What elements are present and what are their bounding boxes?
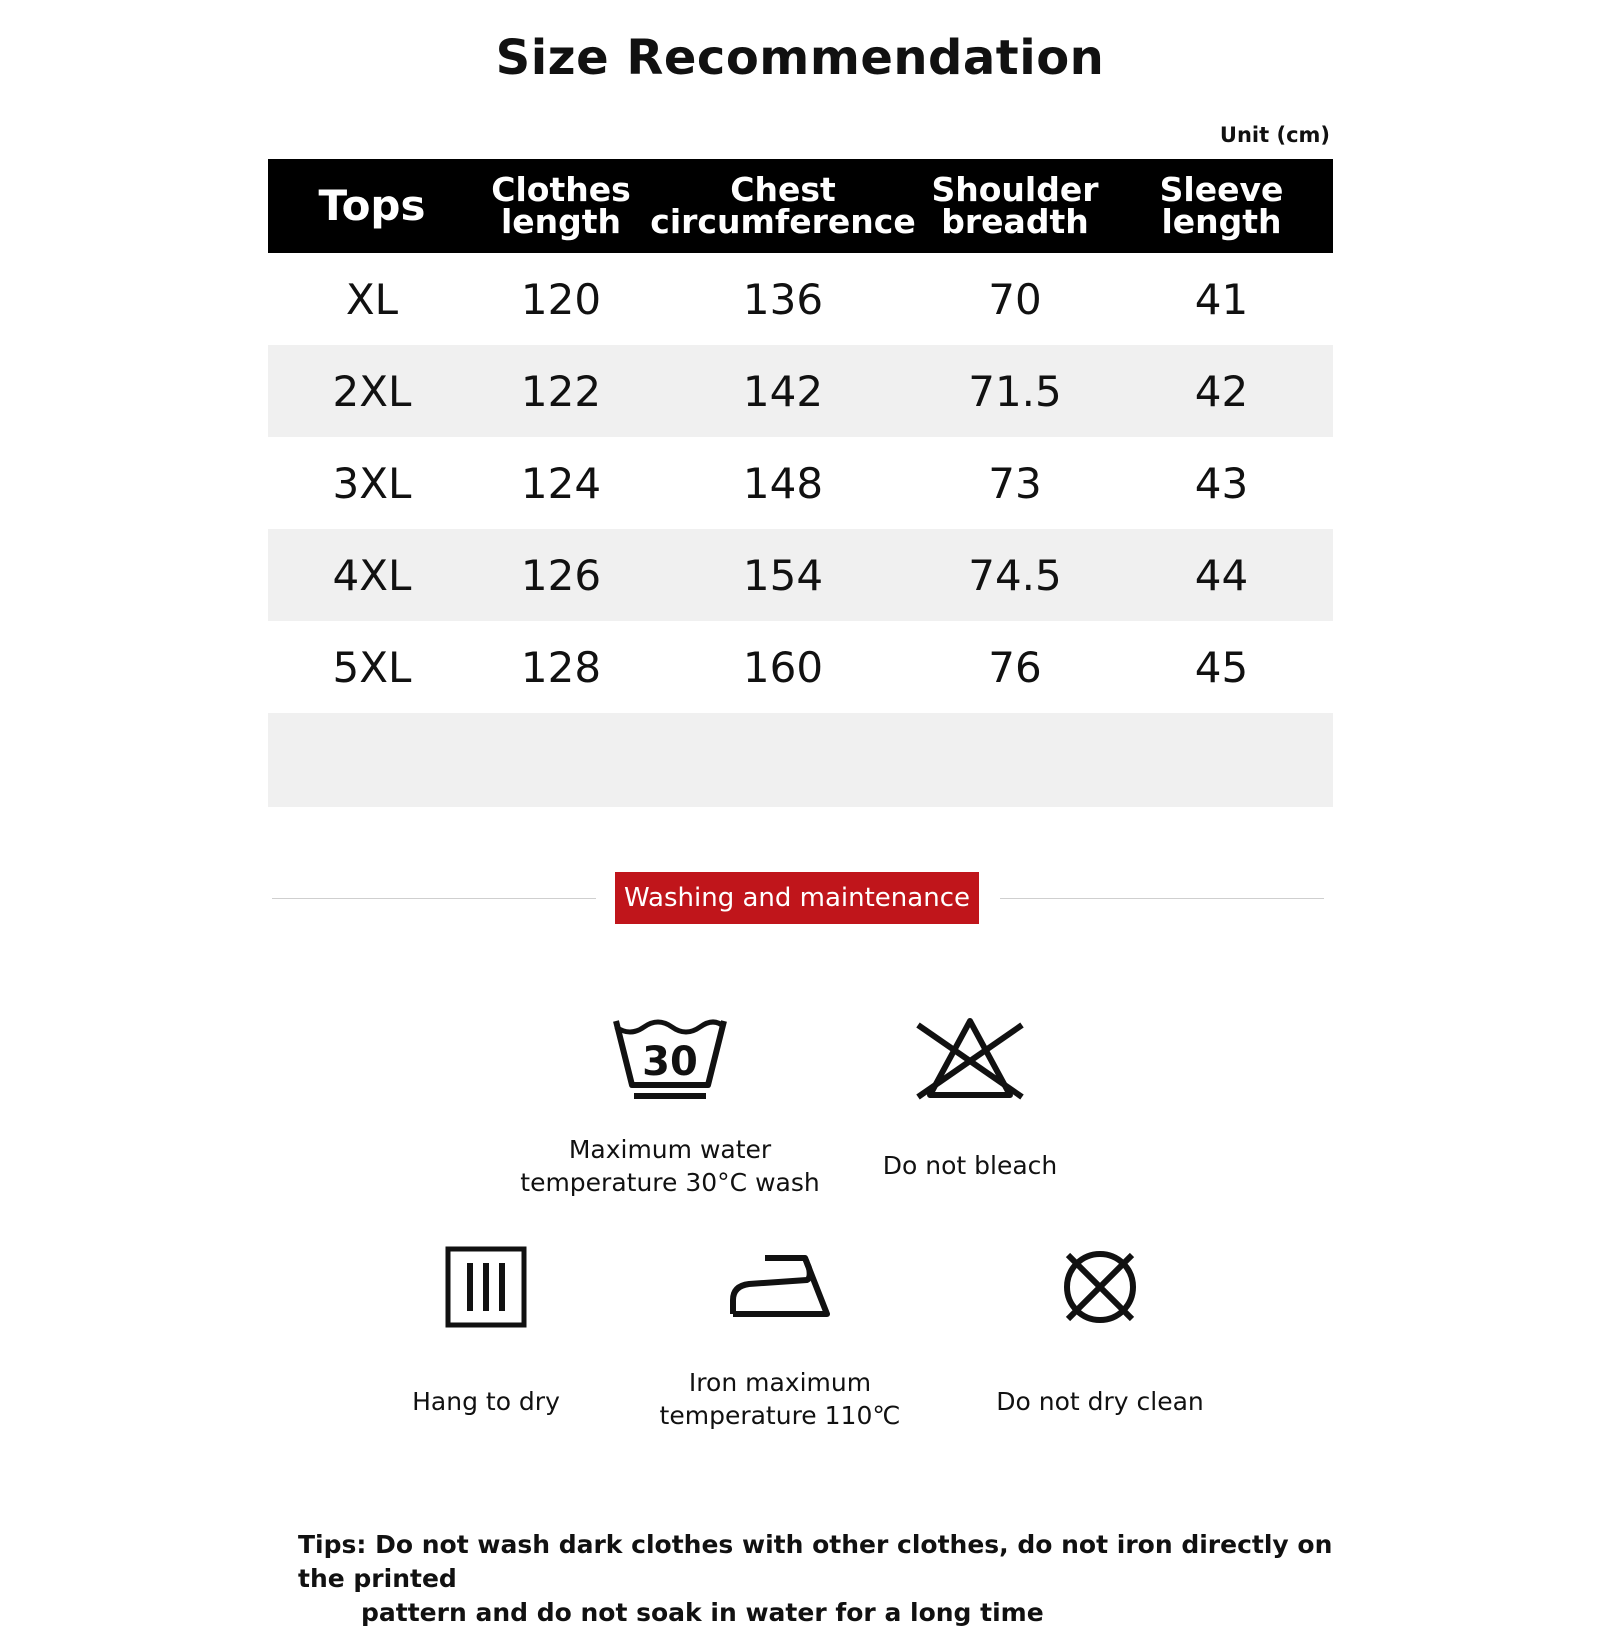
wash-30-icon xyxy=(610,1015,730,1105)
table-cell: 154 xyxy=(646,529,920,621)
table-cell: 42 xyxy=(1110,345,1333,437)
unit-label: Unit (cm) xyxy=(1219,123,1330,147)
table-cell: 73 xyxy=(988,458,1042,508)
care-label: Iron maximum temperature 110℃ xyxy=(659,1368,901,1430)
table-cell: 43 xyxy=(1194,458,1249,508)
wash-temp-text: 30 xyxy=(642,1039,698,1085)
table-cell: 142 xyxy=(646,345,920,437)
iron-icon xyxy=(725,1250,835,1322)
table-row xyxy=(268,345,1333,437)
do-not-dry-clean-icon xyxy=(1058,1245,1142,1329)
table-cell: 126 xyxy=(476,529,646,621)
hang-dry-icon xyxy=(444,1245,528,1329)
divider-line-right xyxy=(1000,898,1324,899)
table-cell: 41 xyxy=(1194,274,1249,324)
table-row-empty xyxy=(268,713,1333,807)
table-cell: 74.5 xyxy=(920,529,1110,621)
care-label: Do not dry clean xyxy=(996,1387,1204,1416)
empty-cell xyxy=(268,713,1333,807)
size-cell: 4XL xyxy=(268,529,476,621)
washing-heading: Washing and maintenance xyxy=(615,872,979,924)
size-cell: 2XL xyxy=(268,345,476,437)
table-cell: 128 xyxy=(520,642,602,692)
table-cell: 71.5 xyxy=(920,345,1110,437)
care-item-iron xyxy=(640,1250,920,1432)
table-row xyxy=(268,437,1333,529)
table-cell: 122 xyxy=(476,345,646,437)
table-cell: 120 xyxy=(520,274,602,324)
size-cell: 3XL xyxy=(332,458,412,508)
tips-text: Tips: Do not wash dark clothes with other clothes, do not iron directly on the printed pattern and do not soak in water for a long time xyxy=(298,1530,1333,1627)
table-cell: 124 xyxy=(520,458,602,508)
table-row xyxy=(268,529,1333,621)
size-cell: XL xyxy=(345,274,399,324)
header-tops: Tops xyxy=(268,159,476,253)
table-cell: 76 xyxy=(988,642,1042,692)
table-cell: 70 xyxy=(988,274,1042,324)
care-item-bleach xyxy=(850,1015,1090,1182)
care-item-dry-clean xyxy=(975,1245,1225,1418)
page-title: Size Recommendation xyxy=(495,30,1105,86)
table-cell: 136 xyxy=(742,274,824,324)
care-label: Do not bleach xyxy=(882,1151,1058,1180)
do-not-bleach-icon xyxy=(910,1015,1030,1105)
care-item-wash xyxy=(520,1015,820,1199)
size-cell: 5XL xyxy=(332,642,412,692)
divider-line-left xyxy=(272,898,596,899)
header-chest-circumference: Chest circumference xyxy=(646,159,920,253)
table-header-row xyxy=(268,159,1333,253)
table-row xyxy=(268,621,1333,713)
care-label: Maximum water temperature 30°C wash xyxy=(520,1135,820,1197)
care-label: Hang to dry xyxy=(412,1387,560,1416)
table-cell: 45 xyxy=(1194,642,1249,692)
table-cell: 44 xyxy=(1110,529,1333,621)
size-table xyxy=(268,159,1333,807)
table-cell: 160 xyxy=(742,642,824,692)
header-clothes-length: Clothes length xyxy=(476,159,646,253)
care-item-hang-dry xyxy=(366,1245,606,1418)
table-cell: 148 xyxy=(742,458,824,508)
header-sleeve-length: Sleeve length xyxy=(1110,159,1333,253)
table-row xyxy=(268,253,1333,345)
header-shoulder-breadth: Shoulder breadth xyxy=(920,159,1110,253)
